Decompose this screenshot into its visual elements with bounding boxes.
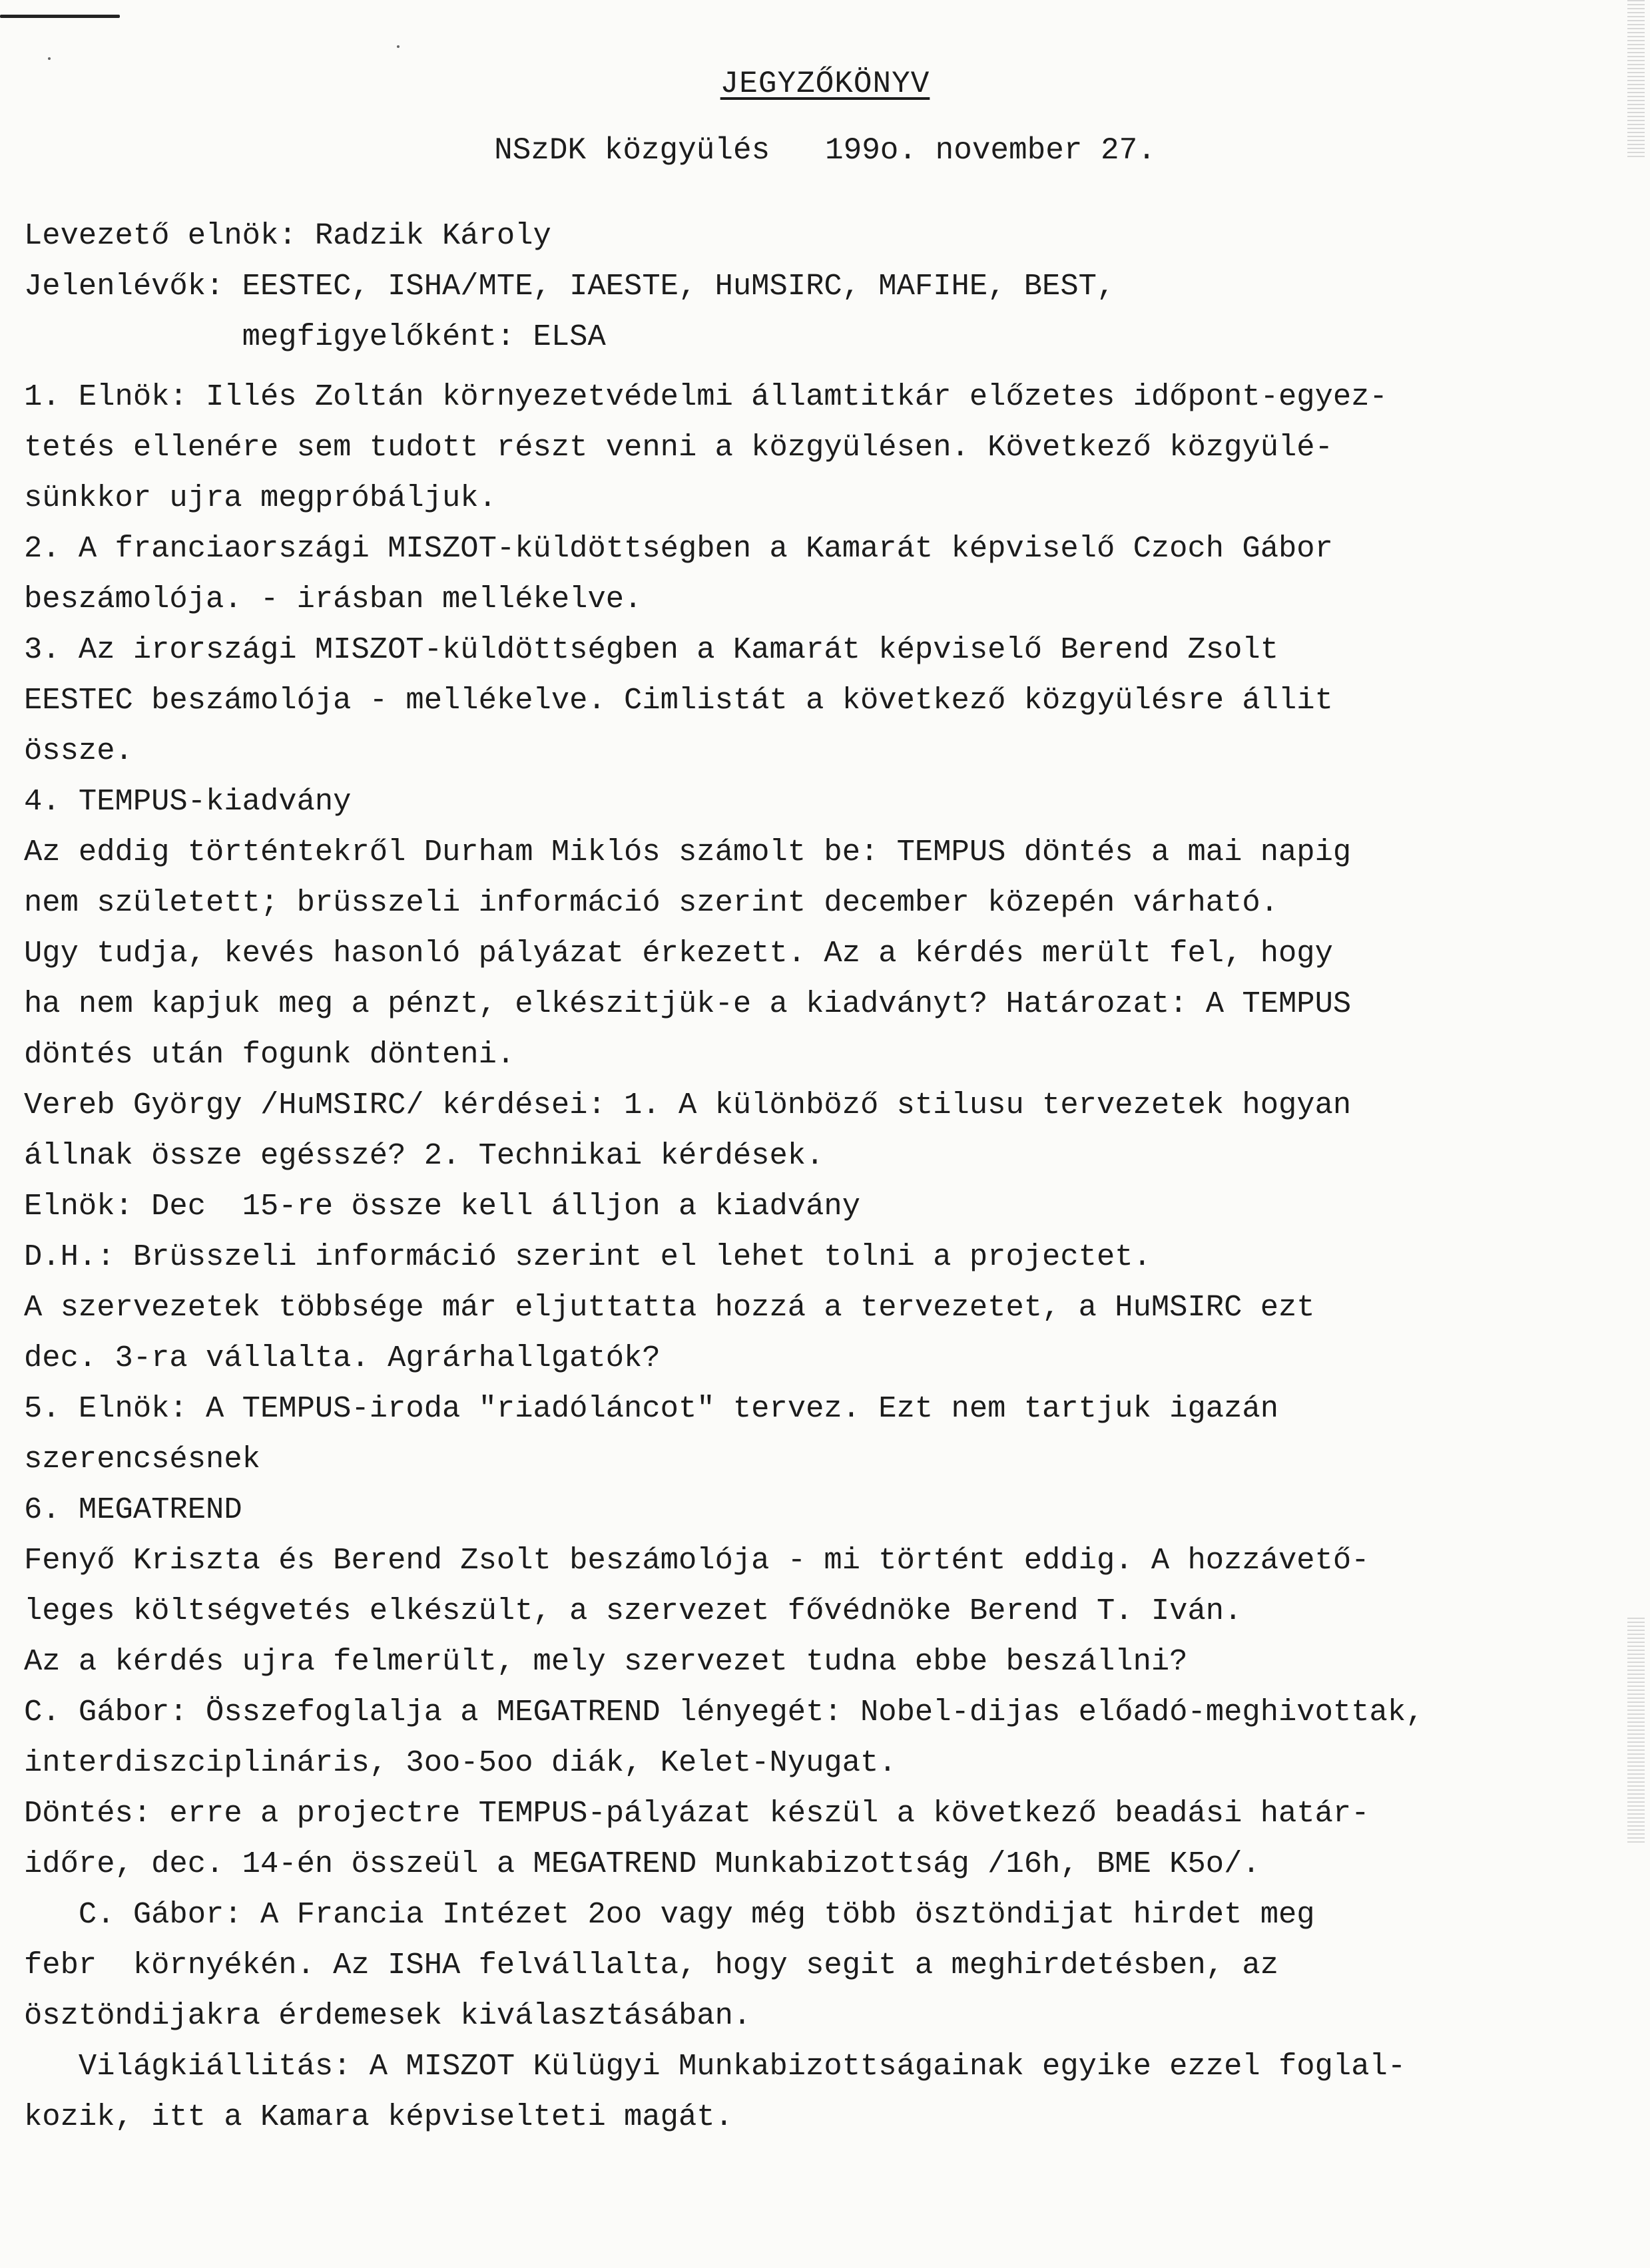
text-line: 5. Elnök: A TEMPUS-iroda "riadóláncot" tervez. Ezt nem tartjuk igazán <box>24 1391 1279 1426</box>
text-line: Az eddig történtekről Durham Miklós számolt be: TEMPUS döntés a mai napig <box>24 835 1352 869</box>
document-body <box>24 210 1622 2142</box>
text-line: nem született; brüsszeli információ szerint december közepén várható. <box>24 885 1279 920</box>
text-line: döntés után fogunk dönteni. <box>24 1037 515 1072</box>
scan-mark <box>0 15 120 18</box>
document-title: JEGYZŐKÖNYV <box>720 67 930 101</box>
text-line: ösztöndijakra érdemesek kiválasztásában. <box>24 1998 752 2033</box>
text-line: C. Gábor: A Francia Intézet 2oo vagy még több ösztöndijat hirdet meg <box>24 1897 1315 1932</box>
text-line: Az a kérdés ujra felmerült, mely szervezet tudna ebbe beszállni? <box>24 1644 1188 1679</box>
text-line: 2. A franciaországi MISZOT-küldöttségben a Kamarát képviselő Czoch Gábor <box>24 531 1333 566</box>
observers-line: megfigyelőként: ELSA <box>24 320 606 354</box>
text-line: Döntés: erre a projectre TEMPUS-pályázat készül a következő beadási határ- <box>24 1796 1370 1831</box>
text-line: D.H.: Brüsszeli információ szerint el lehet tolni a projectet. <box>24 1240 1151 1274</box>
text-line: sünkkor ujra megpróbáljuk. <box>24 481 497 515</box>
text-line: EESTEC beszámolója - mellékelve. Cimlistát a következő közgyülésre állit <box>24 683 1333 718</box>
text-line: Elnök: Dec 15-re össze kell álljon a kiadvány <box>24 1189 861 1224</box>
text-line: állnak össze egésszé? 2. Technikai kérdések. <box>24 1138 824 1173</box>
document-subtitle: NSzDK közgyülés 199o. november 27. <box>494 133 1156 168</box>
text-line: ha nem kapjuk meg a pénzt, elkészitjük-e a kiadványt? Határozat: A TEMPUS <box>24 987 1352 1021</box>
text-line: leges költségvetés elkészült, a szervezet fővédnöke Berend T. Iván. <box>24 1594 1242 1628</box>
text-line: 3. Az irországi MISZOT-küldöttségben a Kamarát képviselő Berend Zsolt <box>24 632 1279 667</box>
chairman-line: Levezető elnök: Radzik Károly <box>24 218 551 253</box>
text-line: Fenyő Kriszta és Berend Zsolt beszámolója - mi történt eddig. A hozzávető- <box>24 1543 1370 1578</box>
text-line: beszámolója. - irásban mellékelve. <box>24 582 643 616</box>
text-line: Ugy tudja, kevés hasonló pályázat érkezett. Az a kérdés merült fel, hogy <box>24 936 1333 971</box>
text-line: szerencsésnek <box>24 1442 260 1476</box>
text-line: össze. <box>24 734 133 768</box>
text-line: időre, dec. 14-én összeül a MEGATREND Munkabizottság /16h, BME K5o/. <box>24 1847 1260 1881</box>
scan-dot <box>48 57 51 60</box>
text-line: A szervezetek többsége már eljuttatta hozzá a tervezetet, a HuMSIRC ezt <box>24 1290 1315 1325</box>
text-line: kozik, itt a Kamara képviselteti magát. <box>24 2100 733 2134</box>
text-line: Világkiállitás: A MISZOT Külügyi Munkabizottságainak egyike ezzel foglal- <box>24 2049 1406 2084</box>
text-line: febr környékén. Az ISHA felvállalta, hogy segit a meghirdetésben, az <box>24 1948 1279 1982</box>
text-line: 1. Elnök: Illés Zoltán környezetvédelmi államtitkár előzetes időpont-egyez- <box>24 379 1388 414</box>
text-line: interdiszciplináris, 3oo-5oo diák, Kelet-Nyugat. <box>24 1745 897 1780</box>
text-line: tetés ellenére sem tudott részt venni a közgyülésen. Következő közgyülé- <box>24 430 1333 465</box>
scan-dot <box>397 45 400 48</box>
attendees-line: Jelenlévők: EESTEC, ISHA/MTE, IAESTE, HuMSIRC, MAFIHE, BEST, <box>24 269 1115 304</box>
section-heading: 6. MEGATREND <box>24 1492 242 1527</box>
spacer <box>24 362 1622 371</box>
scan-noise <box>1627 1618 1645 1844</box>
text-line: dec. 3-ra vállalta. Agrárhallgatók? <box>24 1341 661 1375</box>
text-line: C. Gábor: Összefoglalja a MEGATREND lényegét: Nobel-dijas előadó-meghivottak, <box>24 1695 1424 1729</box>
section-heading: 4. TEMPUS-kiadvány <box>24 784 352 819</box>
text-line: Vereb György /HuMSIRC/ kérdései: 1. A különböző stilusu tervezetek hogyan <box>24 1088 1352 1122</box>
